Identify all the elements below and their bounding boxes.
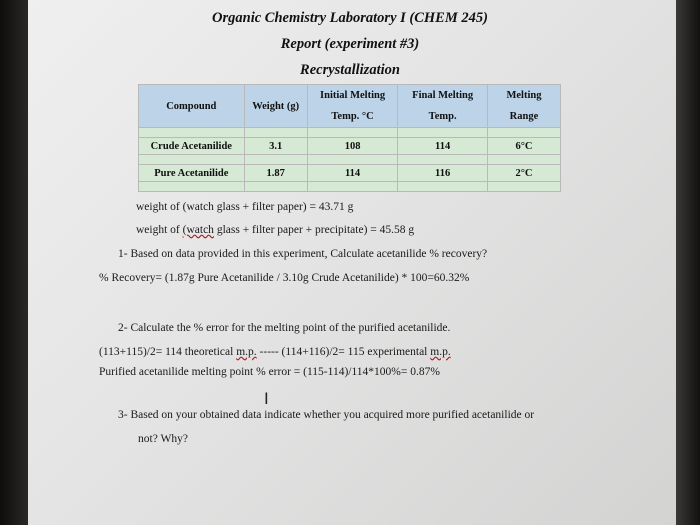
weight-line-1: weight of (watch glass + filter paper) = 43.71 g [136, 201, 354, 213]
table-row [139, 165, 561, 182]
cell-range: 2°C [487, 165, 560, 182]
results-table [138, 84, 561, 192]
header-final-melting: Final Melting Temp. [398, 85, 488, 128]
cell-compound: Crude Acetanilide [139, 138, 245, 155]
course-title: Organic Chemistry Laboratory I (CHEM 245) [212, 10, 488, 26]
header-compound: Compound [139, 85, 245, 128]
spellcheck-underline: (watch [182, 224, 214, 236]
header-melting-range: Melting Range [487, 85, 560, 128]
table-row [139, 138, 561, 155]
cell-initial-temp: 114 [307, 165, 398, 182]
table-spacer-row [139, 128, 561, 138]
cell-range: 6°C [487, 138, 560, 155]
topic-title: Recrystallization [300, 62, 400, 78]
cell-initial-temp: 108 [307, 138, 398, 155]
question-2: 2- Calculate the % error for the melting point of the purified acetanilide. [118, 322, 451, 334]
spellcheck-underline: m.p. [430, 346, 451, 358]
header-initial-melting: Initial Melting Temp. °C [307, 85, 398, 128]
table-spacer-row [139, 182, 561, 192]
question-3-line-2: not? Why? [138, 433, 188, 445]
answer-1: % Recovery= (1.87g Pure Acetanilide / 3.10g Crude Acetanilide) * 100=60.32% [99, 272, 470, 284]
cell-final-temp: 116 [398, 165, 488, 182]
cell-compound: Pure Acetanilide [139, 165, 245, 182]
weight-line-2: weight of (watch glass + filter paper + precipitate) = 45.58 g [136, 224, 415, 236]
table-spacer-row [139, 155, 561, 165]
cell-weight: 1.87 [244, 165, 307, 182]
table-header-row [139, 85, 561, 128]
cell-weight: 3.1 [244, 138, 307, 155]
text-cursor-icon: I [264, 389, 269, 408]
question-1: 1- Based on data provided in this experiment, Calculate acetanilide % recovery? [118, 248, 488, 260]
report-title: Report (experiment #3) [280, 36, 420, 52]
cell-final-temp: 114 [398, 138, 488, 155]
question-3-line-1: 3- Based on your obtained data indicate whether you acquired more purified acetanilide or [118, 409, 535, 421]
work-2: (113+115)/2= 114 theoretical m.p. ----- (114+116)/2= 115 experimental m.p. [99, 346, 451, 358]
spellcheck-underline: m.p. [236, 346, 257, 358]
answer-2: Purified acetanilide melting point % error = (115-114)/114*100%= 0.87% [99, 366, 440, 378]
header-weight: Weight (g) [244, 85, 307, 128]
